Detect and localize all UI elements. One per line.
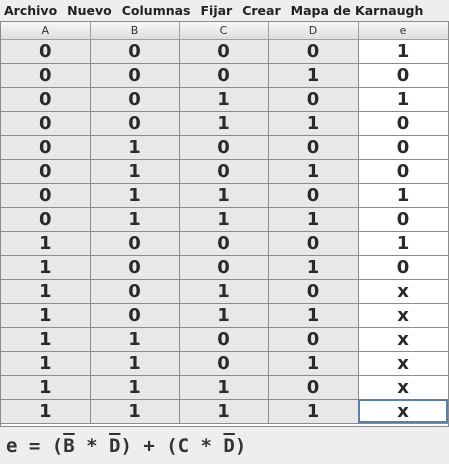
menu-columnas[interactable]: Columnas	[121, 3, 191, 18]
input-cell: 0	[90, 279, 179, 303]
input-cell: 0	[1, 39, 90, 63]
expression-middle: ) + (C *	[120, 435, 224, 457]
input-cell: 1	[268, 159, 358, 183]
input-cell: 0	[268, 231, 358, 255]
table-row	[1, 63, 448, 87]
table-row	[1, 327, 448, 351]
output-cell[interactable]: x	[358, 327, 448, 351]
output-cell[interactable]: x	[358, 375, 448, 399]
expression-var-b-negated: $\overline{B}$	[63, 435, 75, 457]
table-row	[1, 207, 448, 231]
input-cell: 0	[268, 375, 358, 399]
table-row	[1, 39, 448, 63]
input-cell: 0	[1, 183, 90, 207]
table-row	[1, 303, 448, 327]
menu-crear[interactable]: Crear	[242, 3, 281, 18]
truth-table	[0, 21, 449, 427]
input-cell: 0	[1, 159, 90, 183]
table-row	[1, 183, 448, 207]
output-cell[interactable]: 0	[358, 135, 448, 159]
output-cell[interactable]: 0	[358, 111, 448, 135]
table-row	[1, 111, 448, 135]
expression-var-d-negated: $\overline{D}$	[108, 435, 121, 457]
output-cell[interactable]: x	[358, 279, 448, 303]
input-cell: 0	[179, 255, 268, 279]
input-cell: 1	[179, 111, 268, 135]
input-cell: 0	[268, 39, 358, 63]
input-cell: 0	[179, 63, 268, 87]
output-cell[interactable]: x	[358, 399, 448, 423]
input-cell: 0	[1, 135, 90, 159]
input-cell: 0	[179, 327, 268, 351]
table-row	[1, 135, 448, 159]
table-row	[1, 231, 448, 255]
input-cell: 0	[179, 39, 268, 63]
expression-and-operator: *	[74, 435, 109, 457]
input-cell: 0	[268, 87, 358, 111]
input-cell: 1	[90, 351, 179, 375]
input-cell: 1	[90, 183, 179, 207]
input-cell: 1	[1, 327, 90, 351]
output-cell[interactable]: x	[358, 303, 448, 327]
input-cell: 0	[268, 327, 358, 351]
truth-table-grid	[1, 22, 449, 424]
output-cell[interactable]: 1	[358, 183, 448, 207]
input-cell: 1	[90, 159, 179, 183]
column-header-c[interactable]: C	[179, 22, 268, 39]
input-cell: 1	[1, 399, 90, 423]
input-cell: 0	[1, 207, 90, 231]
input-cell: 1	[1, 279, 90, 303]
input-cell: 1	[1, 255, 90, 279]
table-row	[1, 351, 448, 375]
output-cell[interactable]: 0	[358, 255, 448, 279]
input-cell: 1	[90, 375, 179, 399]
output-cell[interactable]: x	[358, 351, 448, 375]
input-cell: 0	[90, 87, 179, 111]
input-cell: 1	[1, 231, 90, 255]
menu-archivo[interactable]: Archivo	[4, 3, 58, 18]
simplified-expression	[6, 433, 246, 459]
input-cell: 1	[268, 303, 358, 327]
expression-var-d-negated-2: $\overline{D}$	[223, 435, 235, 457]
input-cell: 1	[90, 327, 179, 351]
input-cell: 1	[179, 303, 268, 327]
column-header-a[interactable]: A	[1, 22, 90, 39]
column-header-d[interactable]: D	[268, 22, 358, 39]
input-cell: 1	[90, 207, 179, 231]
input-cell: 1	[90, 135, 179, 159]
expression-suffix: )	[234, 435, 247, 457]
input-cell: 1	[268, 111, 358, 135]
input-cell: 1	[268, 399, 358, 423]
input-cell: 0	[1, 63, 90, 87]
input-cell: 1	[1, 375, 90, 399]
input-cell: 1	[179, 183, 268, 207]
output-cell[interactable]: 0	[358, 63, 448, 87]
output-cell[interactable]: 1	[358, 87, 448, 111]
input-cell: 1	[1, 303, 90, 327]
table-row	[1, 399, 448, 423]
input-cell: 0	[179, 159, 268, 183]
input-cell: 1	[179, 207, 268, 231]
table-row	[1, 159, 448, 183]
input-cell: 1	[179, 279, 268, 303]
input-cell: 0	[1, 111, 90, 135]
input-cell: 0	[268, 279, 358, 303]
column-header-b[interactable]: B	[90, 22, 179, 39]
table-row	[1, 375, 448, 399]
input-cell: 1	[268, 63, 358, 87]
table-row	[1, 87, 448, 111]
input-cell: 0	[268, 135, 358, 159]
expression-prefix: e = (	[6, 435, 64, 457]
table-row	[1, 255, 448, 279]
menu-fijar[interactable]: Fijar	[200, 3, 233, 18]
input-cell: 0	[90, 63, 179, 87]
input-cell: 1	[268, 351, 358, 375]
input-cell: 0	[179, 231, 268, 255]
input-cell: 1	[179, 87, 268, 111]
input-cell: 1	[179, 375, 268, 399]
output-cell[interactable]: 0	[358, 207, 448, 231]
input-cell: 0	[1, 87, 90, 111]
menu-bar	[0, 0, 449, 21]
output-cell[interactable]: 0	[358, 159, 448, 183]
input-cell: 0	[268, 183, 358, 207]
column-header-e[interactable]: e	[358, 22, 448, 39]
table-header-row	[1, 22, 448, 39]
input-cell: 1	[90, 399, 179, 423]
output-cell[interactable]: 1	[358, 39, 448, 63]
input-cell: 0	[90, 39, 179, 63]
input-cell: 0	[90, 231, 179, 255]
menu-nuevo[interactable]: Nuevo	[67, 3, 112, 18]
input-cell: 1	[268, 255, 358, 279]
input-cell: 0	[90, 255, 179, 279]
input-cell: 1	[1, 351, 90, 375]
output-cell[interactable]: 1	[358, 231, 448, 255]
menu-mapa-karnaugh[interactable]: Mapa de Karnaugh	[290, 3, 424, 18]
input-cell: 0	[179, 351, 268, 375]
input-cell: 1	[268, 207, 358, 231]
input-cell: 0	[90, 303, 179, 327]
table-row	[1, 279, 448, 303]
input-cell: 0	[179, 135, 268, 159]
input-cell: 0	[90, 111, 179, 135]
input-cell: 1	[179, 399, 268, 423]
